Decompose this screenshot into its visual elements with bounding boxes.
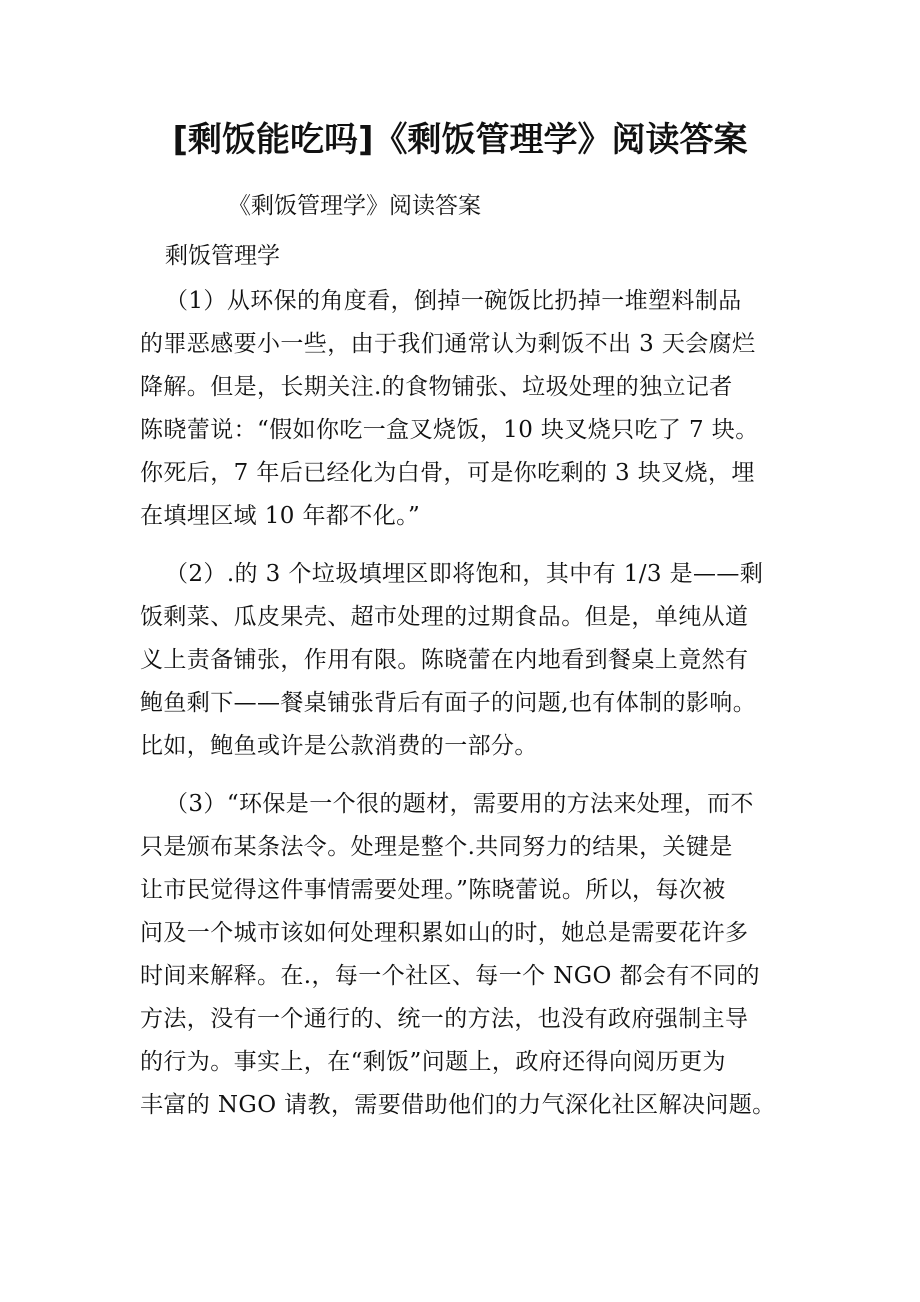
text-line: （3）“环保是一个很的题材，需要用的方法来处理，而不 <box>165 791 754 817</box>
paragraph-2 <box>140 553 790 768</box>
document-subtitle: 《剩饭管理学》阅读答案 <box>228 193 481 219</box>
text-line: 只是颁布某条法令。处理是整个.共同努力的结果，关键是 <box>140 834 733 860</box>
paragraph-1 <box>140 280 790 538</box>
text-line: 问及一个城市该如何处理积累如山的时，她总是需要花许多 <box>140 920 749 946</box>
text-line: 降解。但是，长期关注.的食物铺张、垃圾处理的独立记者 <box>140 374 733 400</box>
text-line: 让市民觉得这件事情需要处理。”陈晓蕾说。所以，每次被 <box>140 877 726 903</box>
text-line: （1）从环保的角度看，倒掉一碗饭比扔掉一堆塑料制品 <box>165 288 742 314</box>
text-line: 的罪恶感要小一些，由于我们通常认为剩饭不出 3 天会腐烂 <box>140 331 756 357</box>
text-line: 比如，鲍鱼或许是公款消费的一部分。 <box>140 733 538 759</box>
section-heading: 剩饭管理学 <box>165 243 280 269</box>
text-line: 饭剩菜、瓜皮果壳、超市处理的过期食品。但是，单纯从道 <box>140 604 749 630</box>
paragraph-3 <box>140 783 790 1127</box>
text-line: 的行为。事实上，在“剩饭”问题上，政府还得向阅历更为 <box>140 1049 726 1075</box>
text-line: （2）.的 3 个垃圾填埋区即将饱和，其中有 1/3 是——剩 <box>165 561 764 587</box>
text-line: 陈晓蕾说：“假如你吃一盒叉烧饭，10 块叉烧只吃了 7 块。 <box>140 417 759 443</box>
text-line: 时间来解释。在.，每一个社区、每一个 NGO 都会有不同的 <box>140 963 760 989</box>
text-line: 你死后，7 年后已经化为白骨，可是你吃剩的 3 块叉烧，埋 <box>140 460 755 486</box>
text-line: 丰富的 NGO 请教，需要借助他们的力气深化社区解决问题。 <box>140 1092 776 1118</box>
text-line: 义上责备铺张，作用有限。陈晓蕾在内地看到餐桌上竟然有 <box>140 647 749 673</box>
text-line: 鲍鱼剩下——餐桌铺张背后有面子的问题,也有体制的影响。 <box>140 690 757 716</box>
text-line: 在填埋区域 10 年都不化。” <box>140 503 421 529</box>
text-line: 方法，没有一个通行的、统一的方法，也没有政府强制主导 <box>140 1006 749 1032</box>
document-title: [剩饭能吃吗]《剩饭管理学》阅读答案 <box>172 120 748 160</box>
article-body <box>140 280 790 1127</box>
